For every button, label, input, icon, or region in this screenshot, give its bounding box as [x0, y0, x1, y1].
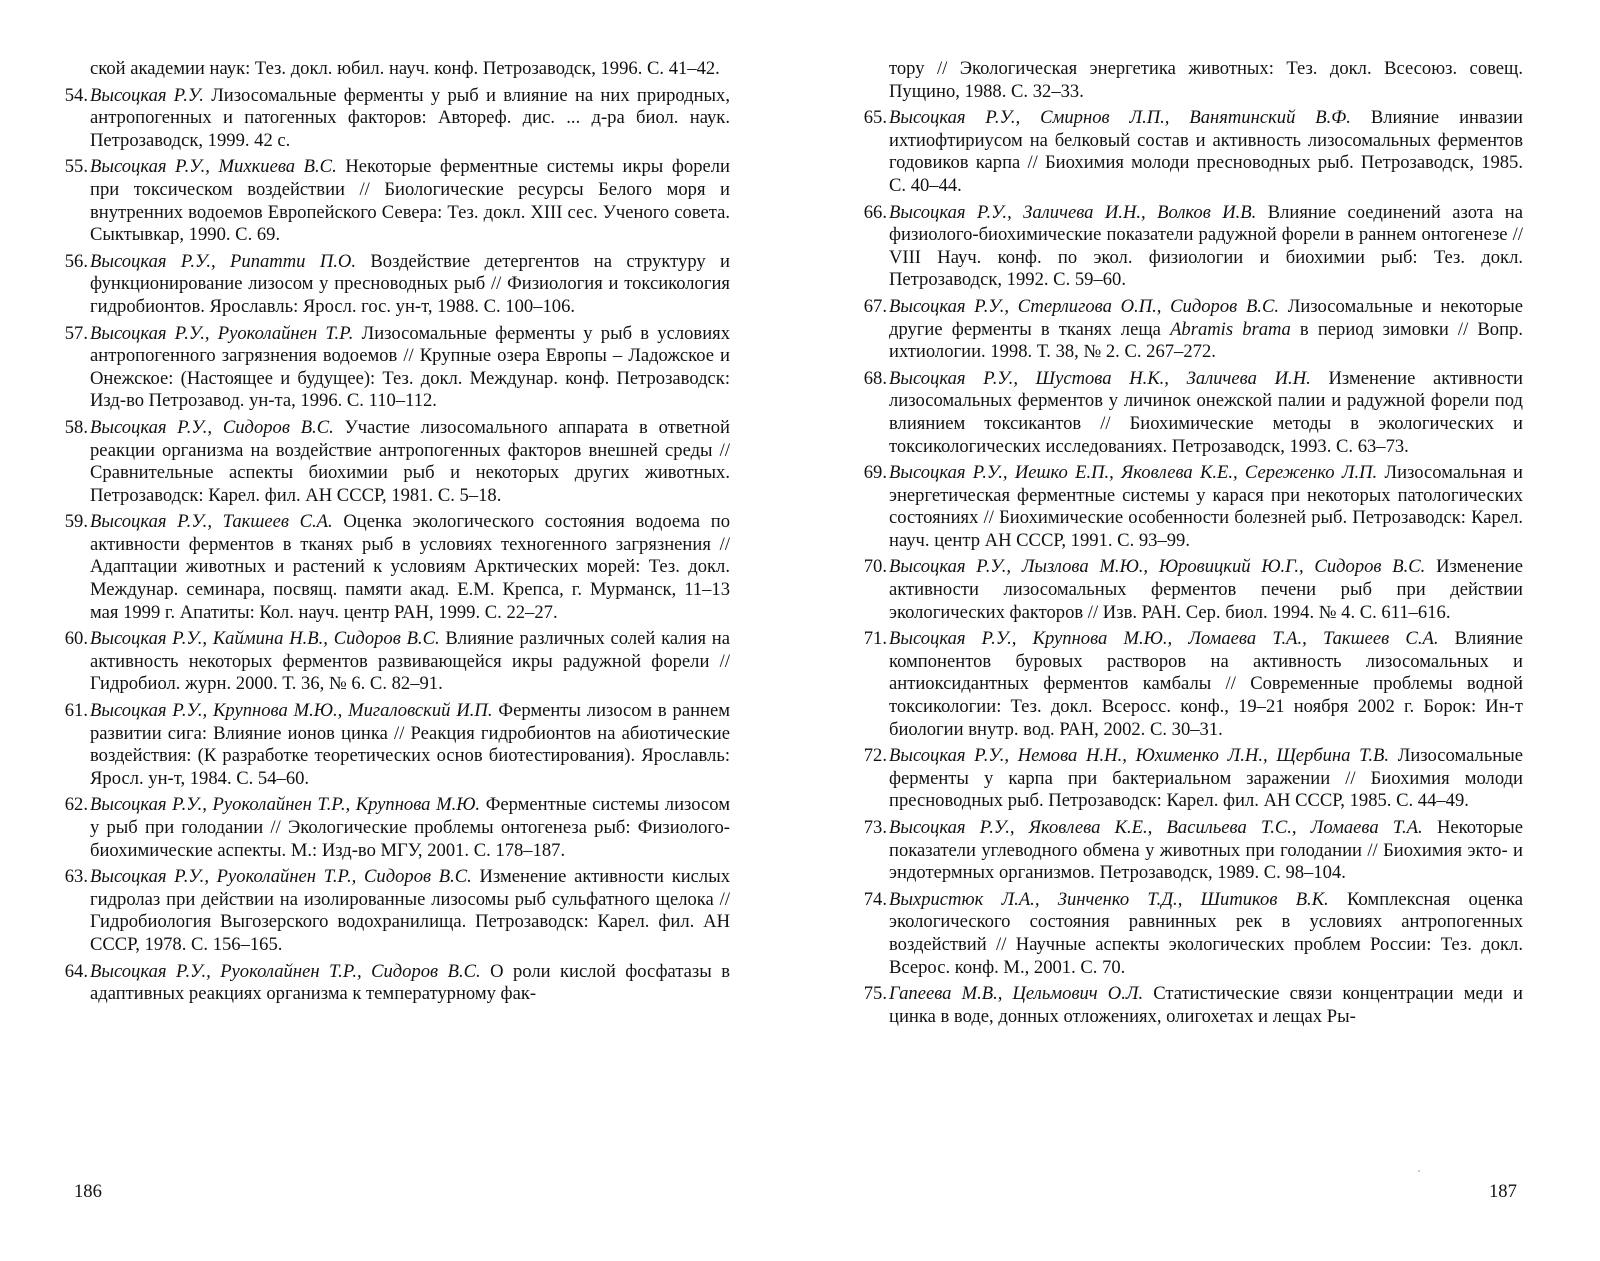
- entry-number: 64.: [64, 960, 88, 982]
- reference-entry: [54, 251, 730, 319]
- entry-text: Лизосомальные ферменты у карпа при бактериальном заражении // Биохимия молоди пресноводных рыб. Петрозаводск: Карел. фил. АН СССР, 1985. С. 44–49.: [889, 745, 1523, 812]
- entry-authors: Высоцкая Р.У., Рипатти П.О.: [90, 250, 356, 272]
- entry-number: 65.: [863, 107, 887, 129]
- entry-text: Ферментные системы лизосом у рыб при голодании // Экологические проблемы онтогенеза рыб: Физиолого-биохимические аспекты. М.: Изд-во МГУ, 2001. С. 178–187.: [90, 794, 730, 861]
- reference-entry: [54, 511, 730, 624]
- entry-authors: Высоцкая Р.У., Стерлигова О.П., Сидоров В.С.: [889, 295, 1280, 317]
- entry-authors: Гапеева М.В., Цельмович О.Л.: [889, 983, 1144, 1005]
- reference-entry: [54, 85, 730, 153]
- entry-number: 66.: [863, 201, 887, 223]
- reference-entry: [54, 628, 730, 696]
- reference-entry: [853, 983, 1523, 1028]
- entry-authors: Высоцкая Р.У., Крупнова М.Ю., Ломаева Т.А., Такшеев С.А.: [889, 628, 1439, 650]
- entry-text: Влияние различных солей калия на активность некоторых ферментов развивающейся икры радужной форели // Гидробиол. журн. 2000. Т. 36, № 6. С. 82–91.: [90, 628, 730, 695]
- entry-authors: Высоцкая Р.У., Смирнов Л.П., Ванятинский В.Ф.: [889, 107, 1351, 129]
- entry-authors: Высоцкая Р.У., Руоколайнен Т.Р., Сидоров В.С.: [90, 866, 472, 888]
- entry-number: 72.: [863, 745, 887, 767]
- entry-number: 70.: [863, 556, 887, 578]
- reference-entry: [54, 866, 730, 956]
- entry-text: Изменение активности лизосомальных ферментов печени рыб при действии экологических факторов // Изв. РАН. Сер. биол. 1994. № 4. С. 611–616.: [889, 556, 1523, 623]
- reference-entry: [853, 817, 1523, 885]
- entry-text: Изменение активности лизосомальных ферментов у личинок онежской палии и радужной форели под влиянием токсикантов // Биохимические методы в экологических и токсикологических исследованиях. Петрозаводск, 1993. С. 63–73.: [889, 367, 1523, 457]
- entry-text: Влияние инвазии ихтиофтириусом на белковый состав и активность лизосомальных ферментов годовиков карпа // Биохимия молоди пресноводных рыб. Петрозаводск, 1985. С. 40–44.: [889, 107, 1524, 196]
- continuation-text: [853, 58, 1523, 103]
- reference-entry: [853, 889, 1523, 979]
- entry-text: Изменение активности кислых гидролаз при действии на изолированные лизосомы рыб сульфатного щелока // Гидробиология Выгозерского водохранилища. Петрозаводск: Карел. фил. АН СССР, 1978. С. 156–165.: [90, 866, 730, 955]
- entry-text: Влияние компонентов буровых растворов на активность лизосомальных и антиоксидантных ферментов камбалы // Современные проблемы водной токсикологии: Тез. докл. Всеросс. конф., 19–21 ноября 2002 г. Борок: Ин-т биологии внутр. вод. РАН, 2002. С. 30–31.: [889, 628, 1523, 740]
- reference-entry: [853, 462, 1523, 552]
- entry-authors: Высоцкая Р.У., Руоколайнен Т.Р., Сидоров В.С.: [90, 960, 481, 982]
- entry-authors: Высоцкая Р.У., Михкиева В.С.: [90, 156, 337, 178]
- reference-entry: [853, 368, 1523, 458]
- entry-text: Некоторые показатели углеводного обмена у животных при голодании // Биохимия экто- и эндотермных организмов. Петрозаводск, 1989. С. 98–104.: [889, 817, 1523, 884]
- entry-number: 62.: [64, 794, 88, 816]
- entry-text: Влияние соединений азота на физиолого-биохимические показатели радужной форели в раннем онтогенезе // VIII Науч. конф. по экол. физиологии и биохимии рыб: Тез. докл. Петрозаводск, 1992. С. 59–60.: [889, 201, 1524, 291]
- entry-authors: Высоцкая Р.У., Руоколайнен Т.Р., Крупнова М.Ю.: [90, 794, 481, 816]
- entry-text: Комплексная оценка экологического состояния равнинных рек в условиях антропогенных воздействий // Научные аспекты экологических проблем России: Тез. докл. Всерос. конф. М., 2001. С. 70.: [889, 888, 1523, 978]
- entry-number: 60.: [64, 628, 88, 650]
- page-number-left: 186: [74, 1181, 102, 1202]
- entry-number: 57.: [64, 322, 88, 344]
- scan-speck: [1418, 1170, 1420, 1172]
- reference-entry: [54, 156, 730, 246]
- entry-number: 58.: [64, 416, 88, 438]
- entry-authors: Высоцкая Р.У., Каймина Н.В., Сидоров В.С.: [90, 628, 440, 650]
- page-number-right: 187: [1489, 1181, 1517, 1202]
- entry-number: 74.: [863, 888, 887, 910]
- entry-number: 63.: [64, 866, 88, 888]
- continuation-text: [54, 58, 730, 81]
- entry-text: Лизосомальная и энергетическая ферментные системы у карася при некоторых патологических состояниях // Биохимические особенности болезней рыб. Петрозаводск: Карел. науч. центр АН СССР, 1991. С. 93–99.: [889, 462, 1523, 551]
- entry-authors: Высоцкая Р.У.: [90, 84, 204, 106]
- entry-number: 61.: [64, 700, 88, 722]
- entry-authors: Высоцкая Р.У., Яковлева К.Е., Васильева Т.С., Ломаева Т.А.: [889, 817, 1423, 838]
- entry-authors: Высоцкая Р.У., Крупнова М.Ю., Мигаловский И.П.: [90, 700, 493, 722]
- entry-authors: Высоцкая Р.У., Шустова Н.К., Заличева И.Н.: [889, 367, 1311, 389]
- reference-entry: [54, 323, 730, 413]
- entry-text: Лизосомальные и некоторые другие ферменты в тканях леща: [889, 295, 1523, 340]
- reference-entry: [853, 628, 1523, 741]
- entry-text: О роли кислой фосфатазы в адаптивных реакциях организма к температурному фак-: [90, 960, 730, 1005]
- entry-authors: Высоцкая Р.У., Иешко Е.П., Яковлева К.Е., Сереженко Л.П.: [889, 462, 1378, 484]
- reference-entry: [54, 417, 730, 507]
- entry-authors: Высоцкая Р.У., Лызлова М.Ю., Юровицкий Ю.Г., Сидоров В.С.: [889, 556, 1426, 578]
- reference-entry: [54, 700, 730, 790]
- reference-entry: [54, 794, 730, 862]
- entry-number: 69.: [863, 462, 887, 484]
- reference-entry: [853, 745, 1523, 813]
- entry-number: 56.: [64, 250, 88, 272]
- entry-text-tail: в период зимовки // Вопр. ихтиологии. 1998. Т. 38, № 2. С. 267–272.: [889, 318, 1523, 363]
- reference-entry: [853, 556, 1523, 624]
- entry-authors: Высоцкая Р.У., Руоколайнен Т.Р.: [90, 322, 354, 344]
- entry-number: 54.: [64, 84, 88, 106]
- entry-authors: Высоцкая Р.У., Сидоров В.С.: [90, 416, 334, 438]
- continuation-line: ской академии наук: Тез. докл. юбил. науч. конф. Петрозаводск, 1996. С. 41–42.: [90, 58, 720, 79]
- right-page: [853, 58, 1523, 1032]
- entry-number: 68.: [863, 367, 887, 389]
- entry-text: Участие лизосомального аппарата в ответной реакции организма на воздействие антропогенных факторов внешней среды // Сравнительные аспекты биохимии рыб и некоторых других животных. Петрозаводск: Карел. фил. АН СССР, 1981. С. 5–18.: [90, 416, 731, 506]
- entry-authors: Высоцкая Р.У., Немова Н.Н., Юхименко Л.Н., Щербина Т.В.: [889, 745, 1390, 767]
- reference-entry: [853, 296, 1523, 364]
- entry-authors: Высоцкая Р.У., Заличева И.Н., Волков И.В.: [889, 201, 1257, 223]
- entry-text: Оценка экологического состояния водоема по активности ферментов в тканях рыб в условиях техногенного загрязнения // Адаптации животных и растений к условиям Арктических морей: Тез. докл. Междунар. семинара, посвящ. памяти акад. Е.М. Крепса, г. Мурманск, 11–13 мая 1999 г. Апатиты: Кол. науч. центр РАН, 1999. С. 22–27.: [90, 511, 730, 623]
- entry-authors: Высоцкая Р.У., Такшеев С.А.: [90, 511, 333, 533]
- species-name: Abramis brama: [1170, 318, 1291, 340]
- entry-authors: Выхристюк Л.А., Зинченко Т.Д., Шитиков В.К.: [889, 888, 1329, 910]
- entry-text: Воздействие детергентов на структуру и функционирование лизосом у пресноводных рыб // Физиология и токсикология гидробионтов. Ярославль: Яросл. гос. ун-т, 1988. С. 100–106.: [90, 250, 730, 317]
- entry-number: 67.: [863, 295, 887, 317]
- entry-text: Статистические связи концентрации меди и цинка в воде, донных отложениях, олигохетах и лещах Ры-: [889, 983, 1523, 1027]
- entry-text: Некоторые ферментные системы икры форели при токсическом воздействии // Биологические ресурсы Белого моря и внутренних водоемов Европейского Севера: Тез. докл. XIII сес. Ученого совета. Сыктывкар, 1990. С. 69.: [90, 156, 730, 246]
- entry-text: Лизосомальные ферменты у рыб в условиях антропогенного загрязнения водоемов // Крупные озера Европы – Ладожское и Онежское: (Настоящее и будущее): Тез. докл. Междунар. конф. Петрозаводск: Изд-во Петрозавод. ун-та, 1996. С. 110–112.: [90, 322, 730, 412]
- continuation-line: тору // Экологическая энергетика животных: Тез. докл. Всесоюз. совещ. Пущино, 1988. С. 32–33.: [889, 58, 1523, 102]
- left-page: [54, 58, 730, 1010]
- entry-number: 55.: [64, 156, 88, 178]
- entry-number: 59.: [64, 511, 88, 533]
- reference-entry: [853, 202, 1523, 292]
- entry-number: 71.: [863, 628, 887, 650]
- entry-number: 75.: [863, 983, 887, 1005]
- entry-number: 73.: [863, 817, 887, 838]
- reference-entry: [54, 961, 730, 1006]
- reference-entry: [853, 107, 1523, 197]
- entry-text: Лизосомальные ферменты у рыб и влияние на них природных, антропогенных и патогенных факторов: Автореф. дис. ... д-ра биол. наук. Петрозаводск, 1999. 42 с.: [90, 84, 730, 151]
- entry-text: Ферменты лизосом в раннем развитии сига: Влияние ионов цинка // Реакция гидробионтов на абиотические воздействия: (К разработке теоретических основ биотестирования). Ярославль: Яросл. ун-т, 1984. С. 54–60.: [90, 700, 730, 789]
